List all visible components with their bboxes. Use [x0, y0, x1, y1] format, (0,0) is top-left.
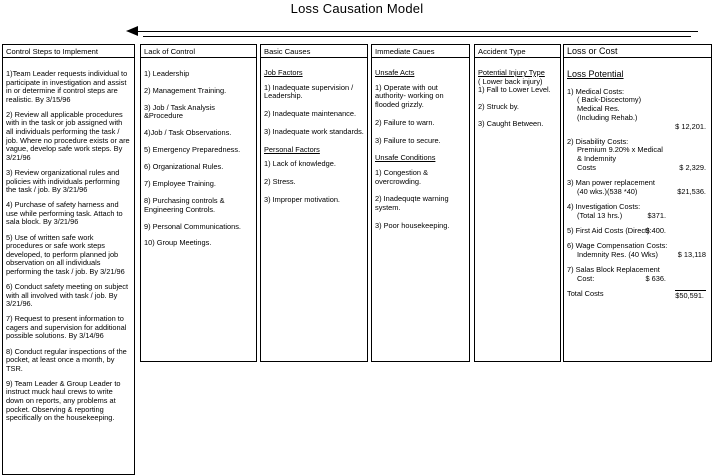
- subheading-job-factors: Job Factors: [264, 68, 303, 77]
- cost-label: 1) Medical Costs:: [567, 86, 625, 96]
- subheading-loss-potential: Loss Potential: [567, 69, 624, 79]
- cost-detail: (40 wks.)(538 *40): [577, 186, 638, 196]
- total-costs-row: [567, 290, 708, 299]
- control-step-2: 2) Review all applicable procedures with in the task or job assigned with all individuals performing the task / job. Where no procedure exists or are vague, develop safe work steps. By 3/21/96: [6, 109, 130, 162]
- cost-amount: $ 12,201.: [675, 121, 706, 131]
- lack-item-10: 10) Group Meetings.: [144, 238, 212, 248]
- control-step-8: 8) Conduct regular inspections of the pocket, at least once a month, by TSR.: [6, 346, 127, 373]
- cost-detail: Cost:: [577, 273, 595, 283]
- cost-detail: Premium 9.20% x Medical: [577, 145, 663, 155]
- control-step-6: 6) Conduct safety meeting on subject with all involved with task / job. By 3/21/96.: [6, 281, 129, 309]
- unsafe-condition-1: 1) Congestion & overcrowding.: [375, 167, 428, 186]
- column-control-steps: [2, 44, 135, 475]
- cost-item-first-aid: [567, 227, 708, 236]
- unsafe-act-2: 2) Failure to warn.: [375, 117, 435, 127]
- subheading-personal-factors: Personal Factors: [264, 144, 320, 154]
- cost-detail: (Total 13 hrs.): [577, 210, 623, 220]
- column-header-basic-causes: Basic Causes: [261, 45, 367, 58]
- cost-label: 7) Salas Block Replacement: [567, 264, 660, 274]
- accident-type-3: 3) Caught Between.: [478, 118, 544, 128]
- column-header-control-steps: Control Steps to Implement: [3, 45, 134, 58]
- control-step-4: 4) Purchase of safety harness and use while performing task. Attach to sala block. By 3/21/96: [6, 200, 123, 227]
- control-step-3: 3) Review organizational rules and policies with individuals performing the task / job. By 3/21/96: [6, 167, 120, 195]
- subheading-unsafe-acts: Unsafe Acts: [375, 68, 415, 77]
- control-step-9: 9) Team Leader & Group Leader to instruct muck haul crews to write down on reports, any problems at pocket. Observing & reporting specifically on the housekeeping.: [6, 378, 121, 423]
- control-step-5: 5) Use of written safe work procedures or safe work steps developed, to perform planned job observation on all individuals performing the task / job. By 3/21/96: [6, 232, 125, 276]
- unsafe-act-3: 3) Failure to secure.: [375, 135, 441, 145]
- column-basic-causes: [260, 44, 368, 362]
- cost-amount: $371.: [647, 210, 666, 220]
- total-costs-label: Total Costs: [567, 288, 604, 298]
- cost-item-investigation: [567, 203, 708, 220]
- cost-amount: $21,536.: [677, 186, 706, 196]
- flow-arrow-line-upper: [135, 31, 698, 32]
- flow-arrow-line-lower: [143, 36, 691, 37]
- cost-label: 5) First Aid Costs (Direct):: [567, 225, 652, 235]
- cost-detail: & Indemnity: [577, 154, 617, 164]
- column-header-lack-of-control: Lack of Control: [141, 45, 256, 58]
- cost-amount: $ 636.: [645, 273, 666, 283]
- lack-item-7: 7) Employee Training.: [144, 179, 216, 189]
- unsafe-act-1: 1) Operate with out authority- working on flooded grizzly.: [375, 82, 444, 110]
- control-step-7: 7) Request to present information to cagers and supervision for additional possible solutions. By 3/14/96: [6, 314, 127, 341]
- cost-label: 2) Disability Costs:: [567, 136, 629, 146]
- cost-detail: Medical Res.: [577, 104, 620, 114]
- control-step-1: 1)Team Leader requests individual to participate in investigation and assist in or determine if control steps are realistic. By 3/15/96: [6, 69, 128, 104]
- cost-label: 6) Wage Compensation Costs:: [567, 241, 668, 251]
- cost-item-manpower: [567, 179, 708, 196]
- column-header-immediate-causes: Immediate Caues: [372, 45, 469, 58]
- accident-type-2: 2) Struck by.: [478, 102, 519, 112]
- job-factor-3: 3) Inadequate work standards.: [264, 126, 364, 136]
- cost-detail: Costs: [577, 162, 596, 172]
- lack-item-5: 5) Emergency Preparedness.: [144, 145, 241, 155]
- column-header-loss-or-cost: Loss or Cost: [564, 45, 711, 58]
- subheading-potential-injury-type: Potential Injury Type: [478, 68, 545, 77]
- cost-item-medical: [567, 88, 708, 132]
- lack-item-1: 1) Leadership: [144, 69, 190, 78]
- column-header-accident-type: Accident Type: [475, 45, 560, 58]
- cost-label: 3) Man power replacement: [567, 178, 655, 188]
- lack-item-3: 3) Job / Task Analysis &Procedure: [144, 102, 215, 121]
- subheading-unsafe-conditions: Unsafe Conditions: [375, 153, 436, 163]
- unsafe-condition-3: 3) Poor housekeeping.: [375, 220, 450, 230]
- cost-item-wage-compensation: [567, 242, 708, 259]
- lack-item-4: 4)Job / Task Observations.: [144, 128, 232, 138]
- column-accident-type: [474, 44, 561, 362]
- potential-injury-note: ( Lower back injury): [478, 76, 543, 86]
- accident-type-1: 1) Fall to Lower Level.: [478, 85, 551, 95]
- cost-item-salas-block: [567, 266, 708, 283]
- job-factor-2: 2) Inadequate maintenance.: [264, 109, 357, 119]
- cost-amount: $ 13,118: [677, 249, 706, 259]
- cost-detail: Indemnity Res. (40 Wks): [577, 249, 658, 259]
- column-loss-or-cost: [563, 44, 712, 362]
- unsafe-condition-2: 2) Inadequqte warning system.: [375, 194, 449, 213]
- personal-factor-3: 3) Improper motivation.: [264, 194, 340, 204]
- lack-item-9: 9) Personal Communications.: [144, 221, 241, 231]
- column-immediate-causes: [371, 44, 470, 362]
- cost-detail: ( Back-Discectomy): [577, 95, 642, 105]
- total-costs-amount: $50,591.: [675, 290, 704, 300]
- cost-detail: (Including Rehab.): [577, 112, 638, 122]
- cost-label: 4) Investigation Costs:: [567, 201, 641, 211]
- cost-item-disability: [567, 138, 708, 173]
- job-factor-1: 1) Inadequate supervision / Leadership.: [264, 82, 354, 101]
- cost-amount: $ 400.: [645, 225, 666, 235]
- lack-item-6: 6) Organizational Rules.: [144, 162, 224, 172]
- flow-arrowhead-left: [126, 26, 138, 36]
- diagram-title: Loss Causation Model: [290, 1, 424, 16]
- lack-item-2: 2) Management Training.: [144, 85, 227, 95]
- cost-amount: $ 2,329.: [679, 162, 706, 172]
- personal-factor-2: 2) Stress.: [264, 176, 296, 186]
- lack-item-8: 8) Purchasing controls & Engineering Controls.: [144, 195, 225, 214]
- column-lack-of-control: [140, 44, 257, 362]
- personal-factor-1: 1) Lack of knowledge.: [264, 159, 336, 169]
